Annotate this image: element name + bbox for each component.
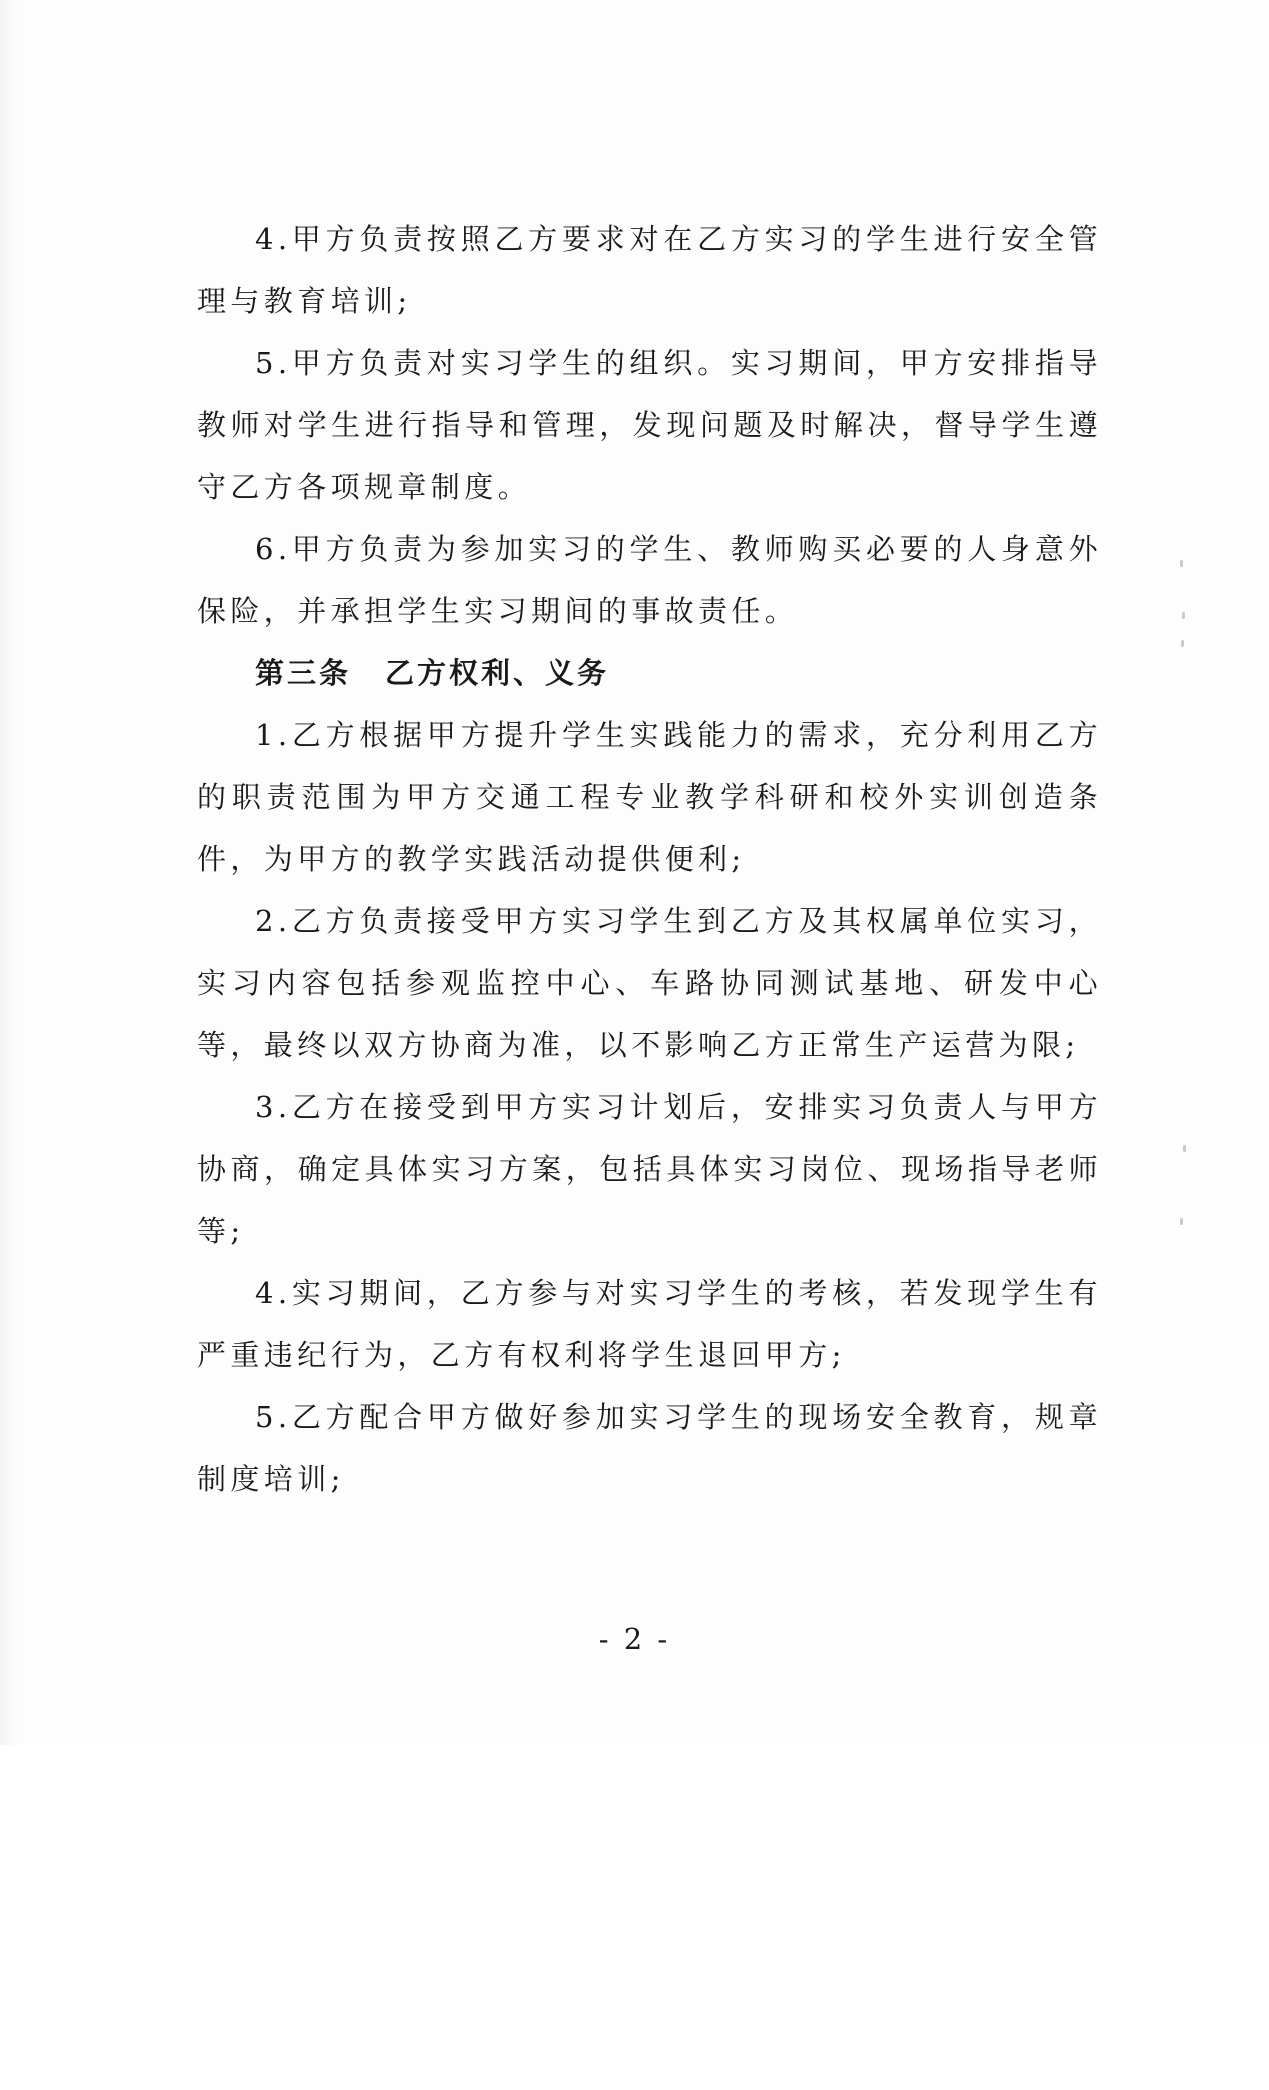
blank-area: [0, 1745, 1269, 2090]
article-heading: [197, 642, 1102, 704]
article-title: 乙方权利、义务: [385, 656, 610, 690]
clause-yi-1: 1.乙方根据甲方提升学生实践能力的需求，充分利用乙方的职责范围为甲方交通工程专业教学科研和校外实训创造条件，为甲方的教学实践活动提供便利;: [197, 718, 1102, 876]
scan-speck: [1183, 1145, 1186, 1152]
document-body: [197, 208, 1102, 1510]
page-number: - 2 -: [598, 1622, 671, 1656]
scan-edge-shadow: [0, 0, 18, 1745]
clause-jia-5: 5.甲方负责对实习学生的组织。实习期间，甲方安排指导教师对学生进行指导和管理，发现问题及时解决，督导学生遵守乙方各项规章制度。: [197, 346, 1102, 504]
clause-yi-5: 5.乙方配合甲方做好参加实习学生的现场安全教育，规章制度培训;: [197, 1400, 1102, 1496]
scan-speck: [1181, 640, 1184, 647]
scan-speck: [1182, 612, 1185, 619]
clause-jia-6: 6.甲方负责为参加实习的学生、教师购买必要的人身意外保险，并承担学生实习期间的事故责任。: [197, 532, 1102, 628]
clause-yi-4: 4.实习期间，乙方参与对实习学生的考核，若发现学生有严重违纪行为，乙方有权利将学生退回甲方;: [197, 1276, 1102, 1372]
article-number: 第三条: [255, 656, 352, 690]
clause-yi-2: 2.乙方负责接受甲方实习学生到乙方及其权属单位实习，实习内容包括参观监控中心、车路协同测试基地、研发中心等，最终以双方协商为准，以不影响乙方正常生产运营为限;: [197, 904, 1102, 1062]
scan-speck: [1180, 1218, 1183, 1225]
clause-yi-3: 3.乙方在接受到甲方实习计划后，安排实习负责人与甲方协商，确定具体实习方案，包括具体实习岗位、现场指导老师等;: [197, 1090, 1102, 1248]
scan-speck: [1180, 560, 1183, 567]
clause-jia-4: 4.甲方负责按照乙方要求对在乙方实习的学生进行安全管理与教育培训;: [197, 222, 1102, 318]
